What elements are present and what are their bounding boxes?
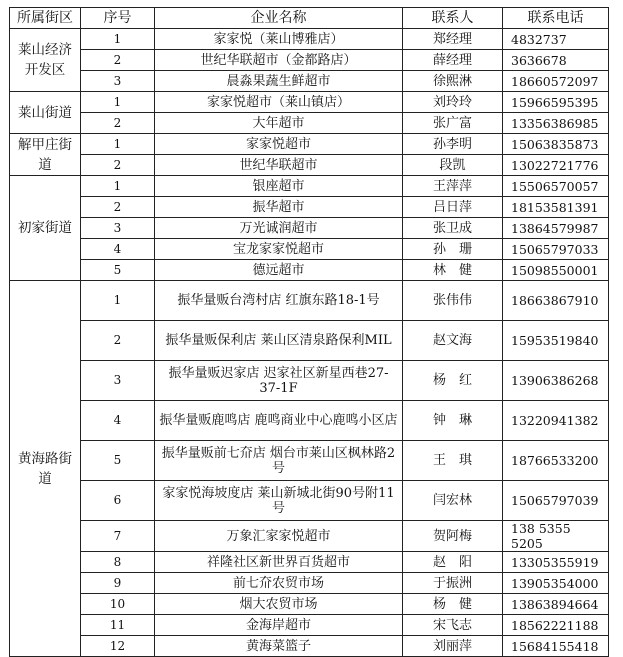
seq-cell: 7 xyxy=(81,521,155,552)
seq-cell: 3 xyxy=(81,218,155,239)
table-row xyxy=(10,615,609,636)
table-row xyxy=(10,50,609,71)
company-name-cell: 万光诚润超市 xyxy=(155,218,403,239)
table-row xyxy=(10,260,609,281)
header-district: 所属街区 xyxy=(10,8,81,29)
district-cell: 莱山街道 xyxy=(10,92,81,134)
company-name-cell: 振华量贩前七夼店 烟台市莱山区枫林路2号 xyxy=(155,441,403,481)
company-name-cell: 晨淼果蔬生鲜超市 xyxy=(155,71,403,92)
seq-cell: 9 xyxy=(81,573,155,594)
contact-cell: 郑经理 xyxy=(403,29,503,50)
contact-cell: 薛经理 xyxy=(403,50,503,71)
company-name-cell: 振华量贩台湾村店 红旗东路18-1号 xyxy=(155,281,403,321)
contact-cell: 徐熙淋 xyxy=(403,71,503,92)
table-row xyxy=(10,113,609,134)
company-name-cell: 家家悦海坡度店 莱山新城北街90号附11号 xyxy=(155,481,403,521)
company-name-cell: 大年超市 xyxy=(155,113,403,134)
phone-cell: 13356386985 xyxy=(503,113,609,134)
contact-cell: 于振洲 xyxy=(403,573,503,594)
contact-cell: 孙李明 xyxy=(403,134,503,155)
seq-cell: 2 xyxy=(81,197,155,218)
company-name-cell: 世纪华联超市（金都路店） xyxy=(155,50,403,71)
seq-cell: 1 xyxy=(81,92,155,113)
phone-cell: 13906386268 xyxy=(503,361,609,401)
seq-cell: 1 xyxy=(81,29,155,50)
company-name-cell: 祥隆社区新世界百货超市 xyxy=(155,552,403,573)
seq-cell: 2 xyxy=(81,113,155,134)
seq-cell: 11 xyxy=(81,615,155,636)
contact-cell: 王萍萍 xyxy=(403,176,503,197)
phone-cell: 18660572097 xyxy=(503,71,609,92)
district-cell: 莱山经济开发区 xyxy=(10,29,81,92)
phone-cell: 15098550001 xyxy=(503,260,609,281)
seq-cell: 1 xyxy=(81,176,155,197)
company-name-cell: 家家悦超市 xyxy=(155,134,403,155)
seq-cell: 6 xyxy=(81,481,155,521)
table-row xyxy=(10,71,609,92)
company-name-cell: 世纪华联超市 xyxy=(155,155,403,176)
header-name: 企业名称 xyxy=(155,8,403,29)
seq-cell: 4 xyxy=(81,401,155,441)
contact-cell: 钟 琳 xyxy=(403,401,503,441)
contact-cell: 张卫成 xyxy=(403,218,503,239)
contact-cell: 段凯 xyxy=(403,155,503,176)
company-name-cell: 宝龙家家悦超市 xyxy=(155,239,403,260)
table-row xyxy=(10,92,609,113)
table-body xyxy=(10,29,609,657)
company-name-cell: 万象汇家家悦超市 xyxy=(155,521,403,552)
district-cell: 初家街道 xyxy=(10,176,81,281)
table-row xyxy=(10,521,609,552)
seq-cell: 2 xyxy=(81,155,155,176)
contact-cell: 刘丽萍 xyxy=(403,636,503,657)
seq-cell: 1 xyxy=(81,134,155,155)
enterprise-contact-table xyxy=(9,7,609,657)
company-name-cell: 德远超市 xyxy=(155,260,403,281)
contact-cell: 王 琪 xyxy=(403,441,503,481)
phone-cell: 138 5355 5205 xyxy=(503,521,609,552)
phone-cell: 15063835873 xyxy=(503,134,609,155)
phone-cell: 13220941382 xyxy=(503,401,609,441)
phone-cell: 13905354000 xyxy=(503,573,609,594)
seq-cell: 2 xyxy=(81,321,155,361)
contact-cell: 孙 珊 xyxy=(403,239,503,260)
company-name-cell: 烟大农贸市场 xyxy=(155,594,403,615)
table-row xyxy=(10,636,609,657)
phone-cell: 15684155418 xyxy=(503,636,609,657)
table-row xyxy=(10,481,609,521)
header-phone: 联系电话 xyxy=(503,8,609,29)
phone-cell: 13022721776 xyxy=(503,155,609,176)
table-row xyxy=(10,401,609,441)
header-contact: 联系人 xyxy=(403,8,503,29)
phone-cell: 15065797033 xyxy=(503,239,609,260)
table-row xyxy=(10,281,609,321)
phone-cell: 3636678 xyxy=(503,50,609,71)
contact-cell: 张广富 xyxy=(403,113,503,134)
phone-cell: 15966595395 xyxy=(503,92,609,113)
company-name-cell: 振华超市 xyxy=(155,197,403,218)
contact-cell: 杨 红 xyxy=(403,361,503,401)
district-cell: 解甲庄街道 xyxy=(10,134,81,176)
table-row xyxy=(10,176,609,197)
table-row xyxy=(10,594,609,615)
table-row xyxy=(10,197,609,218)
contact-cell: 贺阿梅 xyxy=(403,521,503,552)
seq-cell: 5 xyxy=(81,441,155,481)
table-row xyxy=(10,361,609,401)
phone-cell: 18766533200 xyxy=(503,441,609,481)
company-name-cell: 银座超市 xyxy=(155,176,403,197)
seq-cell: 2 xyxy=(81,50,155,71)
table-row xyxy=(10,441,609,481)
contact-cell: 赵文海 xyxy=(403,321,503,361)
phone-cell: 18562221188 xyxy=(503,615,609,636)
contact-cell: 吕日萍 xyxy=(403,197,503,218)
seq-cell: 3 xyxy=(81,71,155,92)
contact-cell: 闫宏林 xyxy=(403,481,503,521)
contact-cell: 林 健 xyxy=(403,260,503,281)
phone-cell: 18663867910 xyxy=(503,281,609,321)
company-name-cell: 振华量贩鹿鸣店 鹿鸣商业中心鹿鸣小区店 xyxy=(155,401,403,441)
table-row xyxy=(10,29,609,50)
table-row xyxy=(10,552,609,573)
contact-cell: 赵 阳 xyxy=(403,552,503,573)
phone-cell: 13864579987 xyxy=(503,218,609,239)
phone-cell: 15506570057 xyxy=(503,176,609,197)
phone-cell: 18153581391 xyxy=(503,197,609,218)
phone-cell: 4832737 xyxy=(503,29,609,50)
company-name-cell: 金海岸超市 xyxy=(155,615,403,636)
company-name-cell: 前七夼农贸市场 xyxy=(155,573,403,594)
table-header-row xyxy=(10,8,609,29)
company-name-cell: 家家悦（莱山博雅店） xyxy=(155,29,403,50)
contact-cell: 宋飞志 xyxy=(403,615,503,636)
seq-cell: 10 xyxy=(81,594,155,615)
contact-cell: 张伟伟 xyxy=(403,281,503,321)
table-row xyxy=(10,134,609,155)
company-name-cell: 振华量贩保利店 莱山区清泉路保利MIL xyxy=(155,321,403,361)
seq-cell: 4 xyxy=(81,239,155,260)
phone-cell: 15953519840 xyxy=(503,321,609,361)
table-row xyxy=(10,321,609,361)
table-row xyxy=(10,573,609,594)
seq-cell: 5 xyxy=(81,260,155,281)
company-name-cell: 家家悦超市（莱山镇店） xyxy=(155,92,403,113)
company-name-cell: 黄海菜篮子 xyxy=(155,636,403,657)
header-seq: 序号 xyxy=(81,8,155,29)
contact-cell: 杨 健 xyxy=(403,594,503,615)
phone-cell: 13305355919 xyxy=(503,552,609,573)
seq-cell: 8 xyxy=(81,552,155,573)
table-row xyxy=(10,239,609,260)
phone-cell: 15065797039 xyxy=(503,481,609,521)
company-name-cell: 振华量贩迟家店 迟家社区新星西巷27-37-1F xyxy=(155,361,403,401)
table-row xyxy=(10,155,609,176)
contact-cell: 刘玲玲 xyxy=(403,92,503,113)
seq-cell: 12 xyxy=(81,636,155,657)
district-cell: 黄海路街道 xyxy=(10,281,81,657)
phone-cell: 13863894664 xyxy=(503,594,609,615)
table-row xyxy=(10,218,609,239)
seq-cell: 3 xyxy=(81,361,155,401)
seq-cell: 1 xyxy=(81,281,155,321)
